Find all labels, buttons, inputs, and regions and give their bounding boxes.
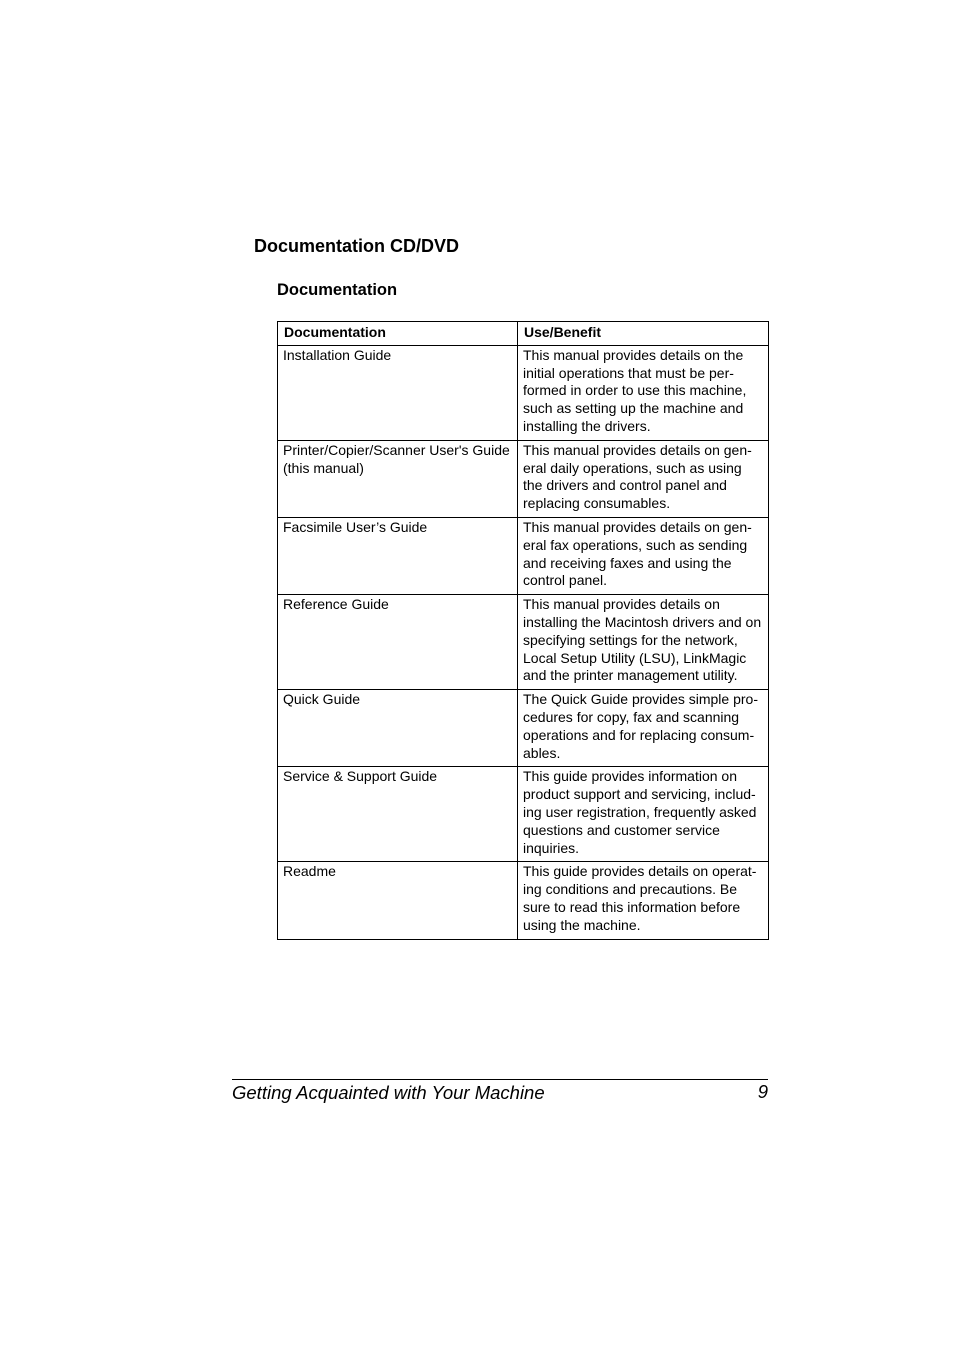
table-row	[278, 440, 769, 517]
description-line: This manual provides details on gen-	[523, 441, 752, 458]
document-description-cell	[518, 690, 769, 767]
table-row	[278, 345, 769, 440]
description-line: inquiries.	[523, 839, 580, 856]
document-description-cell	[518, 595, 769, 690]
document-description-cell	[518, 517, 769, 594]
column-header-documentation: Documentation	[278, 322, 518, 346]
description-line: initial operations that must be per-	[523, 364, 734, 381]
document-description-cell	[518, 345, 769, 440]
description-line: The Quick Guide provides simple pro-	[523, 691, 758, 708]
document-name-cell	[278, 345, 518, 440]
description-line: This guide provides information on	[523, 768, 738, 785]
description-line: and receiving faxes and using the	[523, 554, 732, 571]
description-line: product support and servicing, includ-	[523, 786, 756, 803]
document-description-cell	[518, 767, 769, 862]
documentation-table	[277, 321, 769, 940]
column-header-use-benefit: Use/Benefit	[518, 322, 769, 346]
description-line: installing the drivers.	[523, 417, 651, 434]
footer-rule	[232, 1079, 768, 1080]
description-line: eral fax operations, such as sending	[523, 536, 748, 553]
document-description-cell	[518, 862, 769, 939]
table-body	[278, 345, 769, 939]
description-line: cedures for copy, fax and scanning	[523, 708, 740, 725]
document-name: Service & Support Guide	[283, 768, 438, 785]
description-line: using the machine.	[523, 916, 641, 933]
description-line: specifying settings for the network,	[523, 631, 738, 648]
table-row	[278, 767, 769, 862]
description-line: sure to read this information before	[523, 898, 741, 915]
table-row	[278, 517, 769, 594]
page-number: 9	[757, 1081, 768, 1102]
description-line: This manual provides details on the	[523, 346, 744, 363]
description-line: This manual provides details on	[523, 596, 720, 613]
description-line: operations and for replacing consum-	[523, 726, 755, 743]
document-name: Quick Guide	[283, 691, 361, 708]
description-line: ing conditions and precautions. Be	[523, 881, 738, 898]
document-name-cell	[278, 690, 518, 767]
description-line: eral daily operations, such as using	[523, 459, 742, 476]
description-line: control panel.	[523, 572, 608, 589]
section-title: Documentation CD/DVD	[254, 236, 460, 256]
description-line: Local Setup Utility (LSU), LinkMagic	[523, 649, 747, 666]
table-row	[278, 862, 769, 939]
document-name: Installation Guide	[283, 346, 392, 363]
description-line: installing the Macintosh drivers and on	[523, 613, 762, 630]
document-name: Readme	[283, 863, 336, 880]
description-line: and the printer management utility.	[523, 667, 738, 684]
table-row	[278, 690, 769, 767]
document-name-cell	[278, 767, 518, 862]
document-name: Facsimile User’s Guide	[283, 518, 428, 535]
footer-title: Getting Acquainted with Your Machine	[232, 1082, 545, 1103]
document-name: Reference Guide	[283, 596, 389, 613]
description-line: formed in order to use this machine,	[523, 382, 747, 399]
description-line: ables.	[523, 744, 561, 761]
description-line: This guide provides details on operat-	[523, 863, 757, 880]
subsection-title: Documentation	[277, 281, 398, 299]
description-line: the drivers and control panel and	[523, 477, 727, 494]
document-name-cell	[278, 862, 518, 939]
document-name-cell	[278, 595, 518, 690]
description-line: This manual provides details on gen-	[523, 518, 752, 535]
description-line: ing user registration, frequently asked	[523, 803, 757, 820]
description-line: such as setting up the machine and	[523, 400, 744, 417]
document-name: (this manual)	[283, 459, 364, 476]
document-name-cell	[278, 517, 518, 594]
document-description-cell	[518, 440, 769, 517]
description-line: questions and customer service	[523, 821, 720, 838]
document-name: Printer/Copier/Scanner User's Guide	[283, 441, 510, 458]
table-row	[278, 595, 769, 690]
table-header-row	[278, 322, 769, 346]
document-name-cell	[278, 440, 518, 517]
description-line: replacing consumables.	[523, 495, 671, 512]
